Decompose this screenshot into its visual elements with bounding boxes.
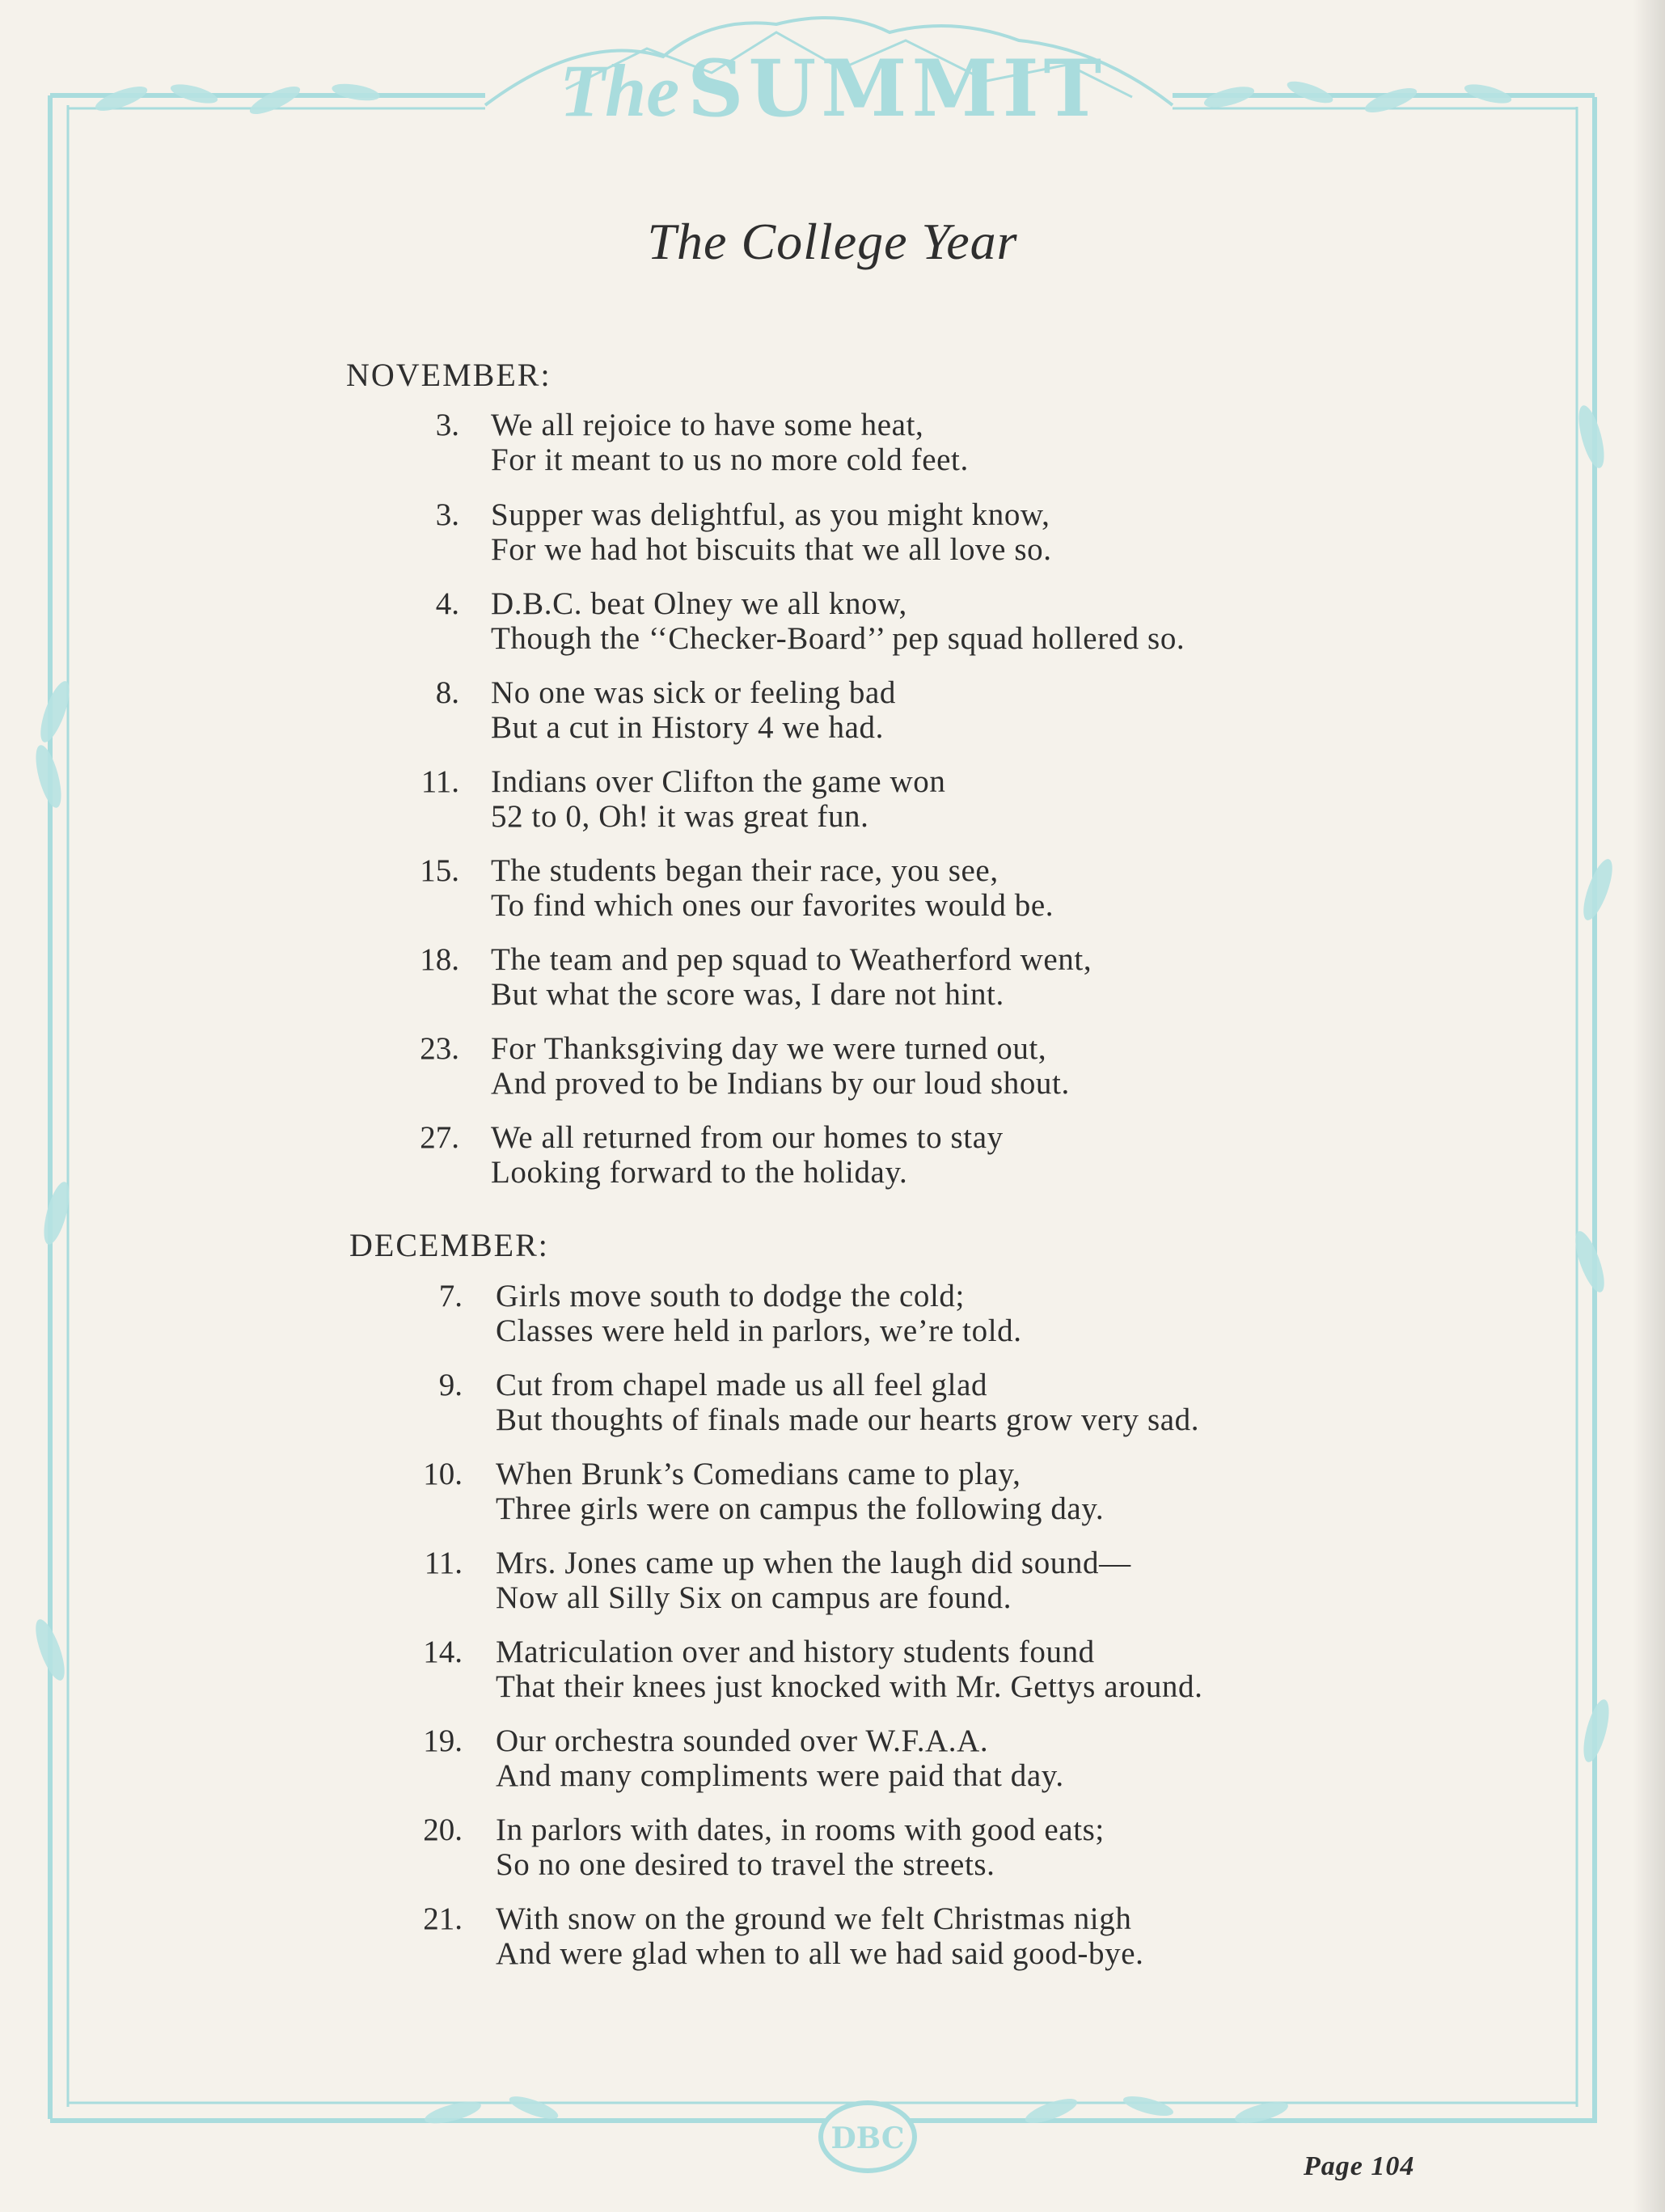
entry-day: 8. [435,675,459,710]
month-heading: NOVEMBER: [346,357,551,393]
entry-day: 20. [423,1812,463,1847]
calendar-entry [0,1119,1665,1197]
entry-line-1: Girls move south to dodge the cold; [496,1279,965,1313]
calendar-entry [0,941,1665,1019]
entry-day: 14. [423,1635,463,1669]
banner-the: The [559,49,680,132]
entry-line-2: Looking forward to the holiday. [491,1155,908,1190]
entry-line-2: But what the score was, I dare not hint. [491,977,1004,1012]
calendar-entry [0,407,1665,484]
entry-line-1: We all rejoice to have some heat, [491,408,924,442]
entry-line-2: That their knees just knocked with Mr. Gettys around. [496,1669,1203,1704]
page-edge-shadow [1633,0,1665,2212]
entry-line-1: Matriculation over and history students found [496,1635,1095,1669]
calendar-entry [0,1634,1665,1711]
calendar-entry [0,1456,1665,1533]
calendar-entry [0,497,1665,574]
calendar-entry [0,763,1665,841]
entry-line-1: Indians over Clifton the game won [491,764,946,799]
entry-day: 7. [438,1279,463,1313]
entry-line-2: And many compliments were paid that day. [496,1758,1064,1793]
entry-line-1: With snow on the ground we felt Christmas nigh [496,1901,1132,1936]
summit-banner [0,0,1665,162]
entry-line-1: Supper was delightful, as you might know, [491,497,1050,532]
entry-line-2: 52 to 0, Oh! it was great fun. [491,799,869,834]
entry-line-2: For we had hot biscuits that we all love so. [491,532,1052,567]
entry-line-1: We all returned from our homes to stay [491,1120,1004,1155]
month-heading: DECEMBER: [349,1227,549,1263]
entry-line-1: In parlors with dates, in rooms with good eats; [496,1812,1105,1847]
entry-line-1: When Brunk’s Comedians came to play, [496,1457,1021,1491]
entry-line-2: And proved to be Indians by our loud shout. [491,1066,1070,1101]
calendar-entry [0,1812,1665,1889]
calendar-entry [0,675,1665,752]
entry-day: 27. [420,1120,459,1155]
calendar-entry [0,1030,1665,1108]
entry-day: 9. [438,1368,463,1402]
banner-title [501,43,1164,134]
entry-line-1: No one was sick or feeling bad [491,675,897,710]
entry-line-1: Our orchestra sounded over W.F.A.A. [496,1723,989,1758]
dbc-seal [813,2095,922,2176]
entry-day: 21. [423,1901,463,1936]
calendar-entry [0,1278,1665,1356]
calendar-entry [0,852,1665,930]
entry-day: 10. [423,1457,463,1491]
entry-line-2: Three girls were on campus the following day. [496,1491,1105,1526]
dbc-seal-text: DBC [830,2121,905,2155]
entry-day: 11. [420,764,459,799]
entry-day: 23. [420,1031,459,1066]
entry-line-2: Though the ‘‘Checker-Board’’ pep squad hollered so. [491,621,1185,656]
entry-line-2: For it meant to us no more cold feet. [491,442,969,477]
entry-line-2: But a cut in History 4 we had. [491,710,884,745]
entry-line-1: D.B.C. beat Olney we all know, [491,586,907,621]
entry-line-2: Classes were held in parlors, we’re told. [496,1313,1022,1348]
entry-day: 15. [420,853,459,888]
entry-line-1: For Thanksgiving day we were turned out, [491,1031,1047,1066]
entry-line-1: Cut from chapel made us all feel glad [496,1368,988,1402]
calendar-entry [0,1901,1665,1978]
entry-day: 11. [424,1546,463,1580]
page-number: Page 104 [1304,2151,1415,2181]
entry-day: 3. [435,497,459,532]
entry-line-2: Now all Silly Six on campus are found. [496,1580,1012,1615]
entry-line-2: So no one desired to travel the streets. [496,1847,995,1882]
entry-day: 19. [423,1723,463,1758]
entry-line-2: To find which ones our favorites would be. [491,888,1054,923]
entry-day: 3. [435,408,459,442]
entry-day: 18. [420,942,459,977]
banner-summit: SUMMIT [687,43,1107,134]
calendar-entry [0,1723,1665,1800]
entry-line-2: But thoughts of finals made our hearts grow very sad. [496,1402,1200,1437]
entry-day: 4. [435,586,459,621]
entry-line-1: Mrs. Jones came up when the laugh did sound— [496,1546,1131,1580]
calendar-entry [0,1367,1665,1444]
page-title: The College Year [647,213,1018,270]
entry-line-1: The students began their race, you see, [491,853,999,888]
calendar-entry [0,586,1665,663]
entry-line-2: And were glad when to all we had said good-bye. [496,1936,1144,1971]
calendar-entry [0,1545,1665,1622]
entry-line-1: The team and pep squad to Weatherford went, [491,942,1092,977]
